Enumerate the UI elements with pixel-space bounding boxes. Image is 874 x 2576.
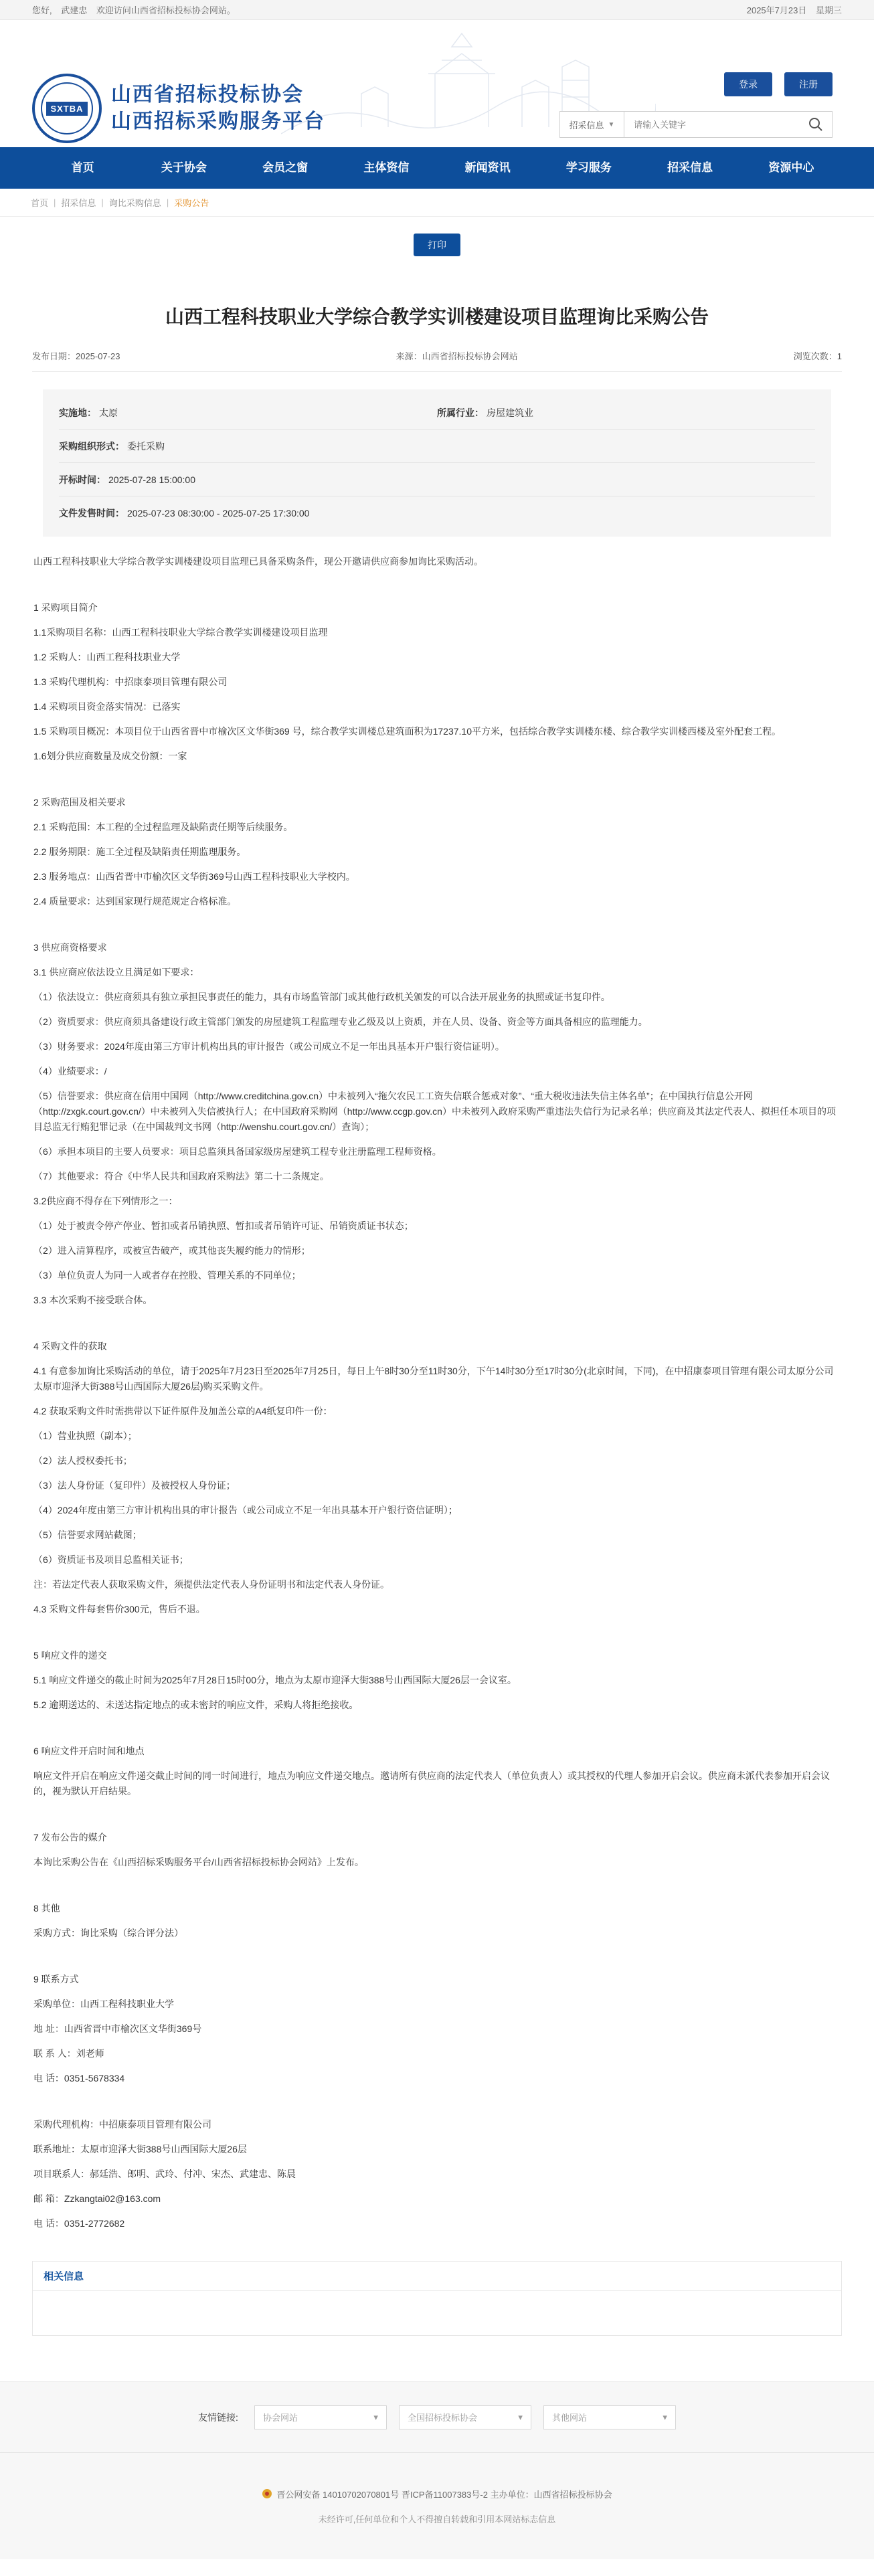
breadcrumb-inquiry[interactable]: 询比采购信息 [108,198,161,208]
article-paragraph: 2.1 采购范围：本工程的全过程监理及缺陷责任期等后续服务。 [33,822,293,832]
article-paragraph: 1 采购项目简介 [33,602,98,613]
print-button[interactable]: 打印 [414,234,460,256]
article-paragraph: （2）资质要求：供应商须具备建设行政主管部门颁发的房屋建筑工程监理专业乙级及以上资质，并在人员、设备、资金等方面具备相应的监理能力。 [33,1016,648,1027]
article-paragraph: 1.1采购项目名称：山西工程科技职业大学综合教学实训楼建设项目监理 [33,627,328,638]
chevron-down-icon: ▾ [373,2411,378,2422]
auth-buttons [724,72,833,96]
chevron-down-icon: ▾ [518,2411,523,2422]
article-title: 山西工程科技职业大学综合教学实训楼建设项目监理询比采购公告 [165,306,709,327]
open-time-label: 开标时间： [59,474,106,485]
article-paragraph: 2 采购范围及相关要求 [33,797,126,808]
nav-item-resources[interactable]: 资源中心 [768,161,814,174]
article-paragraph: 项目联系人：郝廷浩、郎明、武玲、付冲、宋杰、武建忠、陈晨 [33,2169,296,2179]
footer-note: 未经许可,任何单位和个人不得擅自转载和引用本网站标志信息 [318,2514,556,2524]
current-date: 2025年7月23日 [746,5,807,15]
article-paragraph: （3）法人身份证（复印件）及被授权人身份证； [33,1480,236,1491]
article-paragraph: 采购代理机构：中招康泰项目管理有限公司 [33,2119,211,2130]
related-info-title: 相关信息 [33,2262,841,2291]
breadcrumb-procurement[interactable]: 招采信息 [61,198,96,208]
search-category-label: 招采信息 [569,120,604,130]
article-paragraph: 电 话：0351-5678334 [33,2073,125,2084]
location-value: 太原 [99,407,118,418]
article-paragraph: 3 供应商资格要求 [33,942,107,953]
search-icon[interactable] [800,112,832,137]
breadcrumb: 首页 | 招采信息 | 询比采购信息 | 采购公告 [0,189,874,217]
article-paragraph: （2）进入清算程序，或被宣告破产，或其他丧失履约能力的情形； [33,1245,311,1256]
police-badge-icon [262,2488,272,2499]
nav-item-about[interactable]: 关于协会 [161,161,207,174]
article-paragraph: 1.4 采购项目资金落实情况：已落实 [33,701,181,712]
user-name[interactable]: 武建忠 [61,5,88,15]
friend-links [0,2381,874,2452]
info-row [59,463,815,496]
friend-link-select-association[interactable] [254,2405,387,2429]
article-paragraph: 邮 箱：Zzkangtai02@163.com [33,2193,161,2204]
date-display [740,3,842,16]
article [32,304,842,2336]
info-row [59,396,815,430]
login-button[interactable]: 登录 [724,72,772,96]
article-paragraph: 本询比采购公告在《山西招标采购服务平台/山西省招标投标协会网站》上发布。 [33,1857,364,1867]
article-paragraph: 采购方式：询比采购（综合评分法） [33,1928,183,1938]
article-paragraph: 山西工程科技职业大学综合教学实训楼建设项目监理已具备采购条件，现公开邀请供应商参加询比采购活动。 [33,556,483,567]
top-bar [0,0,874,20]
article-paragraph: 2.4 质量要求：达到国家现行规范规定合格标准。 [33,896,237,907]
article-paragraph: 5.1 响应文件递交的截止时间为2025年7月28日15时00分，地点为太原市迎泽大街388号山西国际大厦26层一会议室。 [33,1675,517,1685]
article-paragraph: （1）营业执照（副本）； [33,1431,137,1441]
article-paragraph: 电 话：0351-2772682 [33,2218,125,2229]
logo-text [111,82,325,135]
main-nav [0,147,874,189]
logo-title-line1: 山西省招标投标协会 [111,84,304,106]
article-paragraph: （3）单位负责人为同一人或者存在控股、管理关系的不同单位； [33,1270,301,1281]
article-paragraph: （6）承担本项目的主要人员要求：项目总监须具备国家级房屋建筑工程专业注册监理工程师资格。 [33,1146,442,1157]
org-form-value: 委托采购 [127,440,165,452]
industry-label: 所属行业： [437,407,484,418]
nav-item-procurement[interactable]: 招采信息 [667,161,713,174]
search-input[interactable] [624,112,800,137]
greeting [32,3,242,16]
article-paragraph: 7 发布公告的媒介 [33,1832,107,1843]
greeting-text: 您好, [32,5,52,15]
register-button[interactable]: 注册 [784,72,833,96]
open-time-value: 2025-07-28 15:00:00 [108,474,195,485]
search-bar [559,111,833,138]
logo-emblem [32,74,102,143]
article-paragraph: 3.1 供应商应依法设立且满足如下要求： [33,967,199,978]
article-paragraph: （3）财务要求：2024年度由第三方审计机构出具的审计报告（或公司成立不足一年出具基本开户银行资信证明）。 [33,1041,505,1052]
article-paragraph: 4.1 有意参加询比采购活动的单位，请于2025年7月23日至2025年7月25日，每日上午8时30分至11时30分，下午14时30分至17时30分(北京时间，下同)，在中招康泰项目管理有限公司太原分公司太原市迎泽大街388号山西国际大厦26层)购买采购文件。 [33,1366,834,1392]
location-label: 实施地： [59,407,96,418]
article-paragraph: 4.3 采购文件每套售价300元，售后不退。 [33,1604,205,1615]
article-paragraph: 4.2 获取采购文件时需携带以下证件原件及加盖公章的A4纸复印件一份： [33,1406,333,1416]
footer-record: 晋公网安备 14010702070801号 晋ICP备11007383号-2 主办单位：山西省招标投标协会 [276,2489,612,2500]
print-area [0,217,874,273]
welcome-text: 欢迎访问山西省招标投标协会网站。 [96,5,236,15]
article-paragraph: 注：若法定代表人获取采购文件，须提供法定代表人身份证明书和法定代表人身份证。 [33,1579,389,1590]
article-paragraph: 6 响应文件开启时间和地点 [33,1746,145,1756]
article-paragraph: （5）信誉要求：供应商在信用中国网（http://www.creditchina.gov.cn）中未被列入“拖欠农民工工资失信联合惩戒对象”、“重大税收违法失信主体名单”；在中国执行信息公开网（http://zxgk.court.gov.cn/）中未被列入失信被执行人；在中国政府采购网（http://www.ccgp.gov.cn）中未被列入政府采购严重违法失信行为记录名单；供应商及其法定代表人、拟担任本项目的项目总监无行贿犯罪记录（在中国裁判文书网（http://wenshu.court.gov.cn/）查询）； [33,1091,836,1132]
view-count: 浏览次数：1 [793,351,842,361]
article-paragraph: （5）信誉要求网站截图； [33,1530,142,1540]
logo-abbr: SXTBA [46,102,87,116]
article-paragraph: （7）其他要求：符合《中华人民共和国政府采购法》第二十二条规定。 [33,1171,329,1182]
org-form-label: 采购组织形式： [59,440,124,452]
info-box [43,389,831,537]
info-row [59,496,815,530]
article-paragraph: （4）2024年度由第三方审计机构出具的审计报告（或公司成立不足一年出具基本开户银行资信证明）； [33,1505,458,1515]
nav-item-members[interactable]: 会员之窗 [262,161,309,174]
article-paragraph: （6）资质证书及项目总监相关证书； [33,1554,189,1565]
friend-link-select-label: 其他网站 [551,2413,587,2423]
article-paragraph: （4）业绩要求：/ [33,1066,107,1077]
article-paragraph: 采购单位：山西工程科技职业大学 [33,1999,174,2009]
current-weekday: 星期三 [815,5,842,15]
breadcrumb-home[interactable]: 首页 [31,198,49,208]
friend-link-select-other[interactable] [543,2405,676,2429]
related-info [32,2261,842,2336]
article-paragraph: 1.5 采购项目概况：本项目位于山西省晋中市榆次区文华街369 号，综合教学实训楼总建筑面积为17237.10平方米，包括综合教学实训楼东楼、综合教学实训楼西楼及室外配套工程。 [33,726,781,737]
article-paragraph: 响应文件开启在响应文件递交截止时间的同一时间进行，地点为响应文件递交地点。邀请所有供应商的法定代表人（单位负责人）或其授权的代理人参加开启会议。供应商未派代表参加开启会议的，视为默认开启结果。 [33,1770,830,1797]
article-paragraph: 2.3 服务地点：山西省晋中市榆次区文华街369号山西工程科技职业大学校内。 [33,871,355,882]
article-paragraph: 9 联系方式 [33,1974,79,1985]
chevron-down-icon: ▼ [608,120,615,128]
article-source: 来源：山西省招标投标协会网站 [396,351,518,361]
article-paragraph: 3.2供应商不得存在下列情形之一： [33,1196,178,1206]
article-paragraph: 4 采购文件的获取 [33,1341,107,1352]
search-category-select[interactable] [560,112,624,137]
article-body [32,537,842,2231]
nav-item-learning[interactable]: 学习服务 [565,161,612,174]
publish-date: 发布日期：2025-07-23 [32,351,120,361]
friend-link-select-label: 协会网站 [262,2413,298,2423]
article-paragraph: （1）依法设立：供应商须具有独立承担民事责任的能力，具有市场监管部门或其他行政机关颁发的可以合法开展业务的执照或证书复印件。 [33,992,610,1002]
article-paragraph: 5 响应文件的递交 [33,1650,107,1661]
article-paragraph: 2.2 服务期限：施工全过程及缺陷责任期监理服务。 [33,846,246,857]
friend-link-select-national[interactable] [399,2405,531,2429]
site-footer [0,2452,874,2559]
article-paragraph: （2）法人授权委托书； [33,1455,133,1466]
article-paragraph: 1.6划分供应商数量及成交份额：一家 [33,751,187,761]
article-paragraph: 联系地址：太原市迎泽大街388号山西国际大厦26层 [33,2144,247,2154]
article-paragraph: 1.2 采购人：山西工程科技职业大学 [33,652,181,662]
friend-link-select-label: 全国招标投标协会 [407,2413,477,2423]
issue-time-value: 2025-07-23 08:30:00 - 2025-07-25 17:30:00 [127,508,310,519]
article-meta [32,349,842,372]
nav-item-home[interactable]: 首页 [71,161,94,174]
site-logo[interactable] [32,74,325,143]
article-paragraph: 3.3 本次采购不接受联合体。 [33,1295,153,1305]
industry-value: 房屋建筑业 [487,407,533,418]
nav-item-news[interactable]: 新闻资讯 [464,161,511,174]
article-paragraph: 8 其他 [33,1903,60,1914]
friend-links-label: 友情链接: [198,2411,238,2423]
breadcrumb-current: 采购公告 [174,198,209,208]
chevron-down-icon: ▾ [663,2411,667,2422]
site-header [0,20,874,147]
issue-time-label: 文件发售时间： [59,508,124,519]
article-paragraph: （1）处于被责令停产停业、暂扣或者吊销执照、暂扣或者吊销许可证、吊销资质证书状态； [33,1220,414,1231]
article-paragraph: 联 系 人：刘老师 [33,2048,104,2059]
article-paragraph: 1.3 采购代理机构：中招康泰项目管理有限公司 [33,676,228,687]
info-row [59,430,815,463]
nav-item-credit[interactable]: 主体资信 [363,161,410,174]
article-paragraph: 地 址：山西省晋中市榆次区文华街369号 [33,2023,202,2034]
article-paragraph: 5.2 逾期送达的、未送达指定地点的或未密封的响应文件，采购人将拒绝接收。 [33,1699,359,1710]
logo-title-line2: 山西招标采购服务平台 [111,110,325,132]
